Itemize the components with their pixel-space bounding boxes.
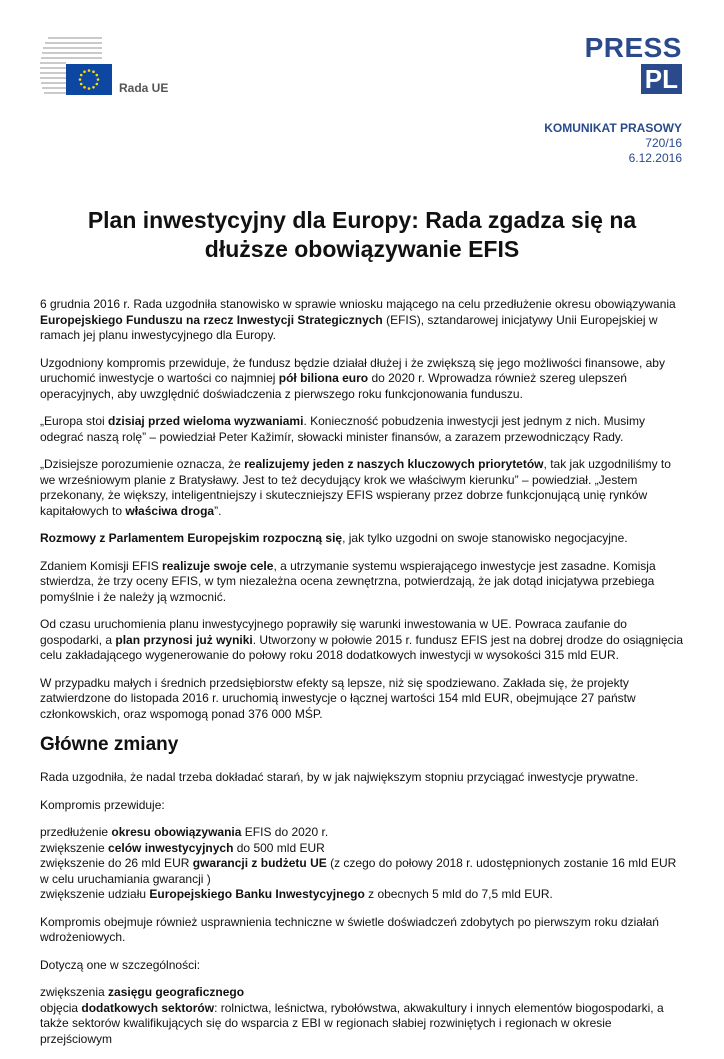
text: zwiększenie do 26 mld EUR xyxy=(40,856,193,870)
list-item xyxy=(40,887,684,903)
emphasis: dodatkowych sektorów xyxy=(81,1000,215,1015)
text: zwiększenie udziału xyxy=(40,887,150,901)
text: „Dzisiejsze porozumienie oznacza, że xyxy=(40,457,245,471)
emphasis: okresu obowiązywania xyxy=(111,825,242,839)
paragraph-compromise xyxy=(40,356,684,403)
list-item xyxy=(40,985,684,1001)
compromise-list xyxy=(40,825,684,903)
emphasis: celów inwestycyjnych xyxy=(108,840,234,855)
title-line-2: dłuższe obowiązywanie EFIS xyxy=(204,236,520,262)
org-name: Rada UE xyxy=(119,81,169,95)
press-logo xyxy=(582,34,682,94)
text: „Europa stoi xyxy=(40,414,109,428)
emphasis: Europejskiego Funduszu na rzecz Inwestycji Strategicznych xyxy=(40,312,383,327)
emphasis: właściwa droga xyxy=(125,503,215,518)
emphasis: realizujemy jeden z naszych kluczowych priorytetów xyxy=(244,457,544,471)
text: do 2020 r. Wprowadza również szereg ulepszeń operacyjnych, aby uwzględnić doświadczenia z pierwszego roku funkcjonowania funduszu. xyxy=(40,371,627,401)
release-date: 6.12.2016 xyxy=(628,151,682,165)
release-info xyxy=(544,121,682,166)
emphasis: dzisiaj przed wieloma wyzwaniami xyxy=(108,414,304,428)
text: (z czego do połowy 2018 r. udostępnionych zostanie 16 mld EUR w celu uruchamiania gwarancji ) xyxy=(40,856,677,886)
emphasis: Europejskiego Banku Inwestycyjnego xyxy=(149,887,365,901)
list-item xyxy=(40,841,684,857)
paragraph-concerns: Dotyczą one w szczególności: xyxy=(40,957,201,972)
paragraph-conditions xyxy=(40,617,684,664)
text: do 500 mld EUR xyxy=(233,840,325,855)
paragraph-intro xyxy=(40,297,684,344)
language-code: PL xyxy=(641,64,682,94)
emphasis: pół biliona euro xyxy=(278,371,369,385)
text: przedłużenie xyxy=(40,825,112,839)
text: zwiększenia xyxy=(40,985,109,999)
text: . Konieczność pobudzenia inwestycji jest jednym z nich. Musimy odegrać naszą rolę” – powiedział Peter Kažimír, słowacki minister finansów, a zarazem przewodniczący Rady. xyxy=(40,414,645,444)
text: ”. xyxy=(214,503,222,518)
emphasis: plan przynosi już wyniki xyxy=(115,632,253,647)
emphasis: gwarancji z budżetu UE xyxy=(192,856,327,870)
press-word: PRESS xyxy=(584,32,682,63)
paragraph-private-investment: Rada uzgodniła, że nadal trzeba dokładać starań, by w jak największym stopniu przyciągać inwestycje prywatne. xyxy=(40,770,639,784)
text: , a utrzymanie systemu wspierającego inwestycje jest zasadne. Komisja stwierdza, że trzy oceny EFIS, w tym niezależna ocena zewnętrzna, potwierdzają, że jak dotąd inicjatywa przebiega pomyślnie i że należy ją wzmocnić. xyxy=(40,558,656,604)
emphasis: realizuje swoje cele xyxy=(162,558,274,573)
emphasis: Rozmowy z Parlamentem Europejskim rozpoczną się xyxy=(40,531,343,545)
improvements-list xyxy=(40,985,684,1047)
text: Uzgodniony kompromis przewiduje, że fundusz będzie działał dłużej i że zwiększą się jego możliwości finansowe, aby uruchomić inwestycje o wartości co najmniej xyxy=(40,355,665,385)
list-item xyxy=(40,856,684,887)
text: zwiększenie xyxy=(40,840,109,855)
paragraph-commission xyxy=(40,559,684,606)
paragraph-parliament xyxy=(40,531,684,547)
paragraph-compromise-intro: Kompromis przewiduje: xyxy=(40,797,165,812)
page-title xyxy=(40,206,684,264)
list-item xyxy=(40,825,684,841)
paragraph-quote-1 xyxy=(40,414,684,445)
text: . Utworzony w połowie 2015 r. fundusz EFIS jest na dobrej drodze do osiągnięcia celu zakładającego wygenerowanie do połowy roku 2018 dodatkowych inwestycji w wysokości 315 mld EUR. xyxy=(40,632,683,662)
release-type: KOMUNIKAT PRASOWY xyxy=(544,121,682,135)
text: objęcia xyxy=(40,1000,82,1015)
emphasis: zasięgu geograficznego xyxy=(108,985,245,999)
paragraph-sme: W przypadku małych i średnich przedsiębiorstw efekty są lepsze, niż się spodziewano. Zakłada się, że projekty zatwierdzone do listopada 2016 r. uruchomią inwestycje o łącznej wartości 154 mld EUR, obejmujące 27 państw członkowskich, oraz wspomogą ponad 376 000 MŚP. xyxy=(40,675,636,721)
text: Od czasu uruchomienia planu inwestycyjnego poprawiły się warunki inwestowania w UE. Powraca zaufanie do gospodarki, a xyxy=(40,617,627,647)
text: : rolnictwa, leśnictwa, rybołówstwa, akwakultury i innych elementów biogospodarki, a także sektorów kwalifikujących się do wsparcia z EBI w regionach słabiej rozwiniętych i regionach w okresie przejściowym xyxy=(40,1000,664,1046)
paragraph-quote-2 xyxy=(40,457,684,519)
text: , tak jak uzgodniliśmy to we wrześniowym planie z Bratysławy. Jest to też decydujący krok we właściwym kierunku” – powiedział. „Jestem przekonany, że większy, inteligentniejszy i skuteczniejszy EFIS wspierany przez dobrze funkcjonującą unię rynków kapitałowych to xyxy=(40,457,671,518)
section-heading: Główne zmiany xyxy=(40,734,179,755)
title-line-1: Plan inwestycyjny dla Europy: Rada zgadza się na xyxy=(87,207,637,233)
text: EFIS do 2020 r. xyxy=(241,825,329,839)
paragraph-technical: Kompromis obejmuje również usprawnienia techniczne w świetle doświadczeń zdobytych po pierwszym roku działań wdrożeniowych. xyxy=(40,914,659,944)
release-number: 720/16 xyxy=(645,136,682,150)
text: (EFIS), sztandarowej inicjatywy Unii Europejskiej w ramach jej planu inwestycyjnego dla Europy. xyxy=(40,312,658,342)
text: 6 grudnia 2016 r. Rada uzgodniła stanowisko w sprawie wniosku mającego na celu przedłużenie okresu obowiązywania xyxy=(40,297,676,311)
text: z obecnych 5 mld do 7,5 mld EUR. xyxy=(364,887,553,901)
council-logo xyxy=(40,34,180,98)
article-body xyxy=(40,297,684,1059)
text: , jak tylko uzgodni on swoje stanowisko negocjacyjne. xyxy=(342,531,628,545)
eu-flag-icon xyxy=(66,64,112,95)
text: Zdaniem Komisji EFIS xyxy=(40,558,163,573)
